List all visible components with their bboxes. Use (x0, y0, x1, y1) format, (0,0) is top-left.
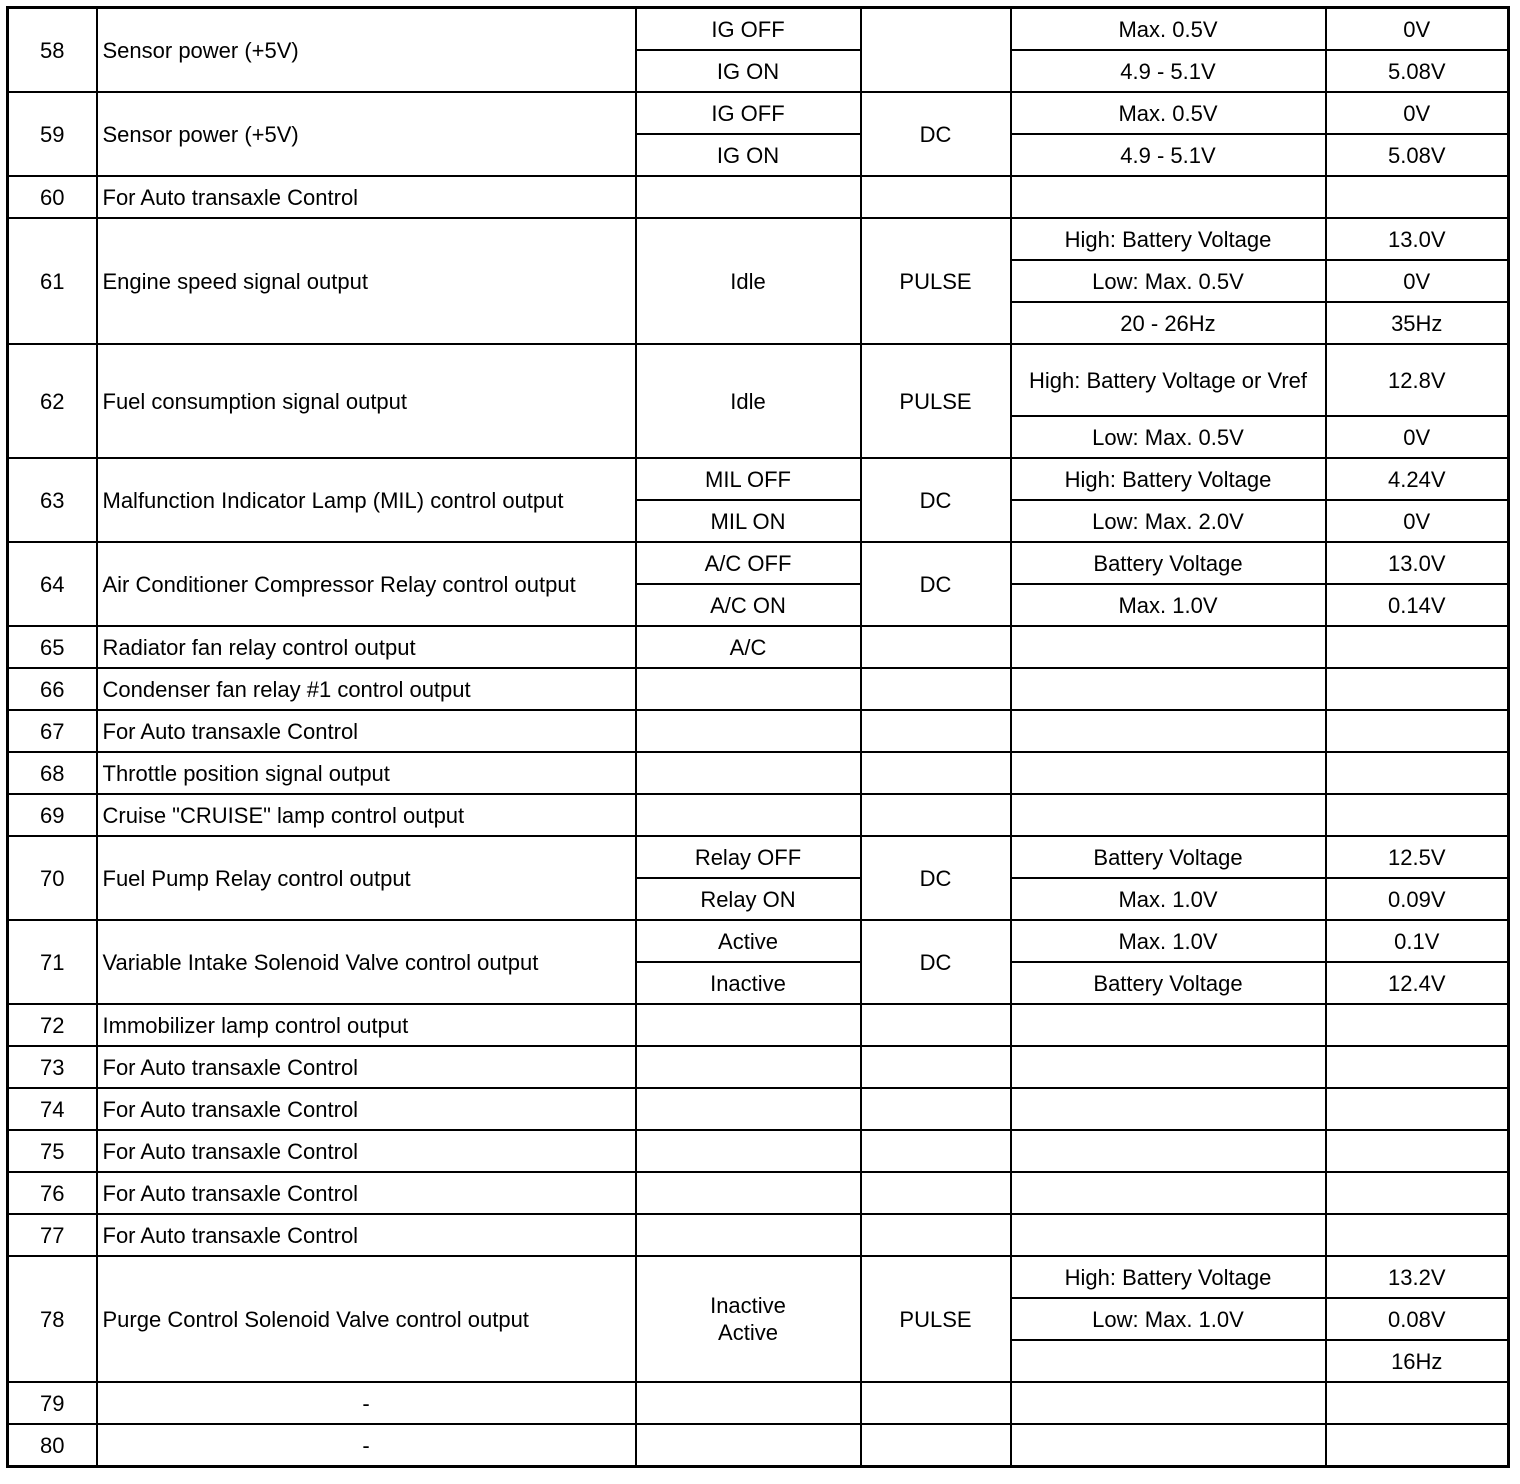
measured-cell (1326, 1214, 1509, 1256)
pin-description: For Auto transaxle Control (97, 1046, 636, 1088)
measured-cell: 5.08V (1326, 134, 1509, 176)
type-cell (861, 1214, 1011, 1256)
spec-cell: Battery Voltage (1011, 836, 1326, 878)
pin-table-sheet (6, 6, 1507, 1478)
condition-cell: IG OFF (636, 92, 861, 134)
spec-cell: Battery Voltage (1011, 962, 1326, 1004)
spec-cell: High: Battery Voltage (1011, 1256, 1326, 1298)
type-cell (861, 176, 1011, 218)
measured-cell (1326, 1088, 1509, 1130)
pin-description: Condenser fan relay #1 control output (97, 668, 636, 710)
condition-cell (636, 752, 861, 794)
condition-cell (636, 1214, 861, 1256)
pin-number: 67 (8, 710, 97, 752)
spec-cell: Max. 0.5V (1011, 92, 1326, 134)
pin-number: 72 (8, 1004, 97, 1046)
pin-number: 74 (8, 1088, 97, 1130)
pin-number: 69 (8, 794, 97, 836)
measured-cell (1326, 794, 1509, 836)
condition-cell (636, 1046, 861, 1088)
condition-cell (636, 176, 861, 218)
pin-number: 71 (8, 920, 97, 1004)
measured-cell: 13.2V (1326, 1256, 1509, 1298)
measured-cell: 0.08V (1326, 1298, 1509, 1340)
condition-cell: Active (636, 920, 861, 962)
measured-cell (1326, 752, 1509, 794)
type-cell (861, 1424, 1011, 1467)
measured-cell: 0.14V (1326, 584, 1509, 626)
pin-number: 78 (8, 1256, 97, 1382)
type-cell: DC (861, 836, 1011, 920)
type-cell (861, 668, 1011, 710)
ecm-pin-table (6, 6, 1510, 1468)
measured-cell (1326, 1130, 1509, 1172)
measured-cell (1326, 176, 1509, 218)
spec-cell (1011, 1046, 1326, 1088)
condition-cell: IG OFF (636, 8, 861, 51)
pin-description: Malfunction Indicator Lamp (MIL) control output (97, 458, 636, 542)
measured-cell: 0.1V (1326, 920, 1509, 962)
pin-number: 77 (8, 1214, 97, 1256)
spec-cell: Low: Max. 0.5V (1011, 416, 1326, 458)
type-cell (861, 1088, 1011, 1130)
spec-cell: 20 - 26Hz (1011, 302, 1326, 344)
spec-cell: High: Battery Voltage (1011, 218, 1326, 260)
condition-cell: IG ON (636, 50, 861, 92)
condition-cell: Idle (636, 218, 861, 344)
pin-description: Radiator fan relay control output (97, 626, 636, 668)
spec-cell (1011, 1172, 1326, 1214)
type-cell (861, 1004, 1011, 1046)
type-cell (861, 1046, 1011, 1088)
condition-cell: A/C (636, 626, 861, 668)
measured-cell: 5.08V (1326, 50, 1509, 92)
pin-description: Fuel Pump Relay control output (97, 836, 636, 920)
spec-cell (1011, 1214, 1326, 1256)
pin-description: For Auto transaxle Control (97, 1214, 636, 1256)
pin-number: 66 (8, 668, 97, 710)
condition-cell: MIL ON (636, 500, 861, 542)
measured-cell (1326, 1172, 1509, 1214)
type-cell (861, 794, 1011, 836)
pin-description: Purge Control Solenoid Valve control output (97, 1256, 636, 1382)
pin-number: 61 (8, 218, 97, 344)
condition-cell: Inactive (636, 962, 861, 1004)
pin-description: Throttle position signal output (97, 752, 636, 794)
condition-cell (636, 1004, 861, 1046)
pin-number: 62 (8, 344, 97, 458)
measured-cell (1326, 710, 1509, 752)
pin-description: Cruise "CRUISE" lamp control output (97, 794, 636, 836)
spec-cell (1011, 1424, 1326, 1467)
type-cell: DC (861, 542, 1011, 626)
type-cell (861, 626, 1011, 668)
spec-cell: 4.9 - 5.1V (1011, 134, 1326, 176)
measured-cell: 12.4V (1326, 962, 1509, 1004)
spec-cell: Max. 1.0V (1011, 584, 1326, 626)
pin-number: 59 (8, 92, 97, 176)
measured-cell: 4.24V (1326, 458, 1509, 500)
pin-description: Variable Intake Solenoid Valve control output (97, 920, 636, 1004)
measured-cell (1326, 1046, 1509, 1088)
type-cell: PULSE (861, 344, 1011, 458)
type-cell (861, 710, 1011, 752)
pin-number: 65 (8, 626, 97, 668)
measured-cell (1326, 1424, 1509, 1467)
condition-cell: IG ON (636, 134, 861, 176)
spec-cell (1011, 1088, 1326, 1130)
spec-cell (1011, 626, 1326, 668)
measured-cell (1326, 668, 1509, 710)
spec-cell (1011, 1382, 1326, 1424)
measured-cell: 0.09V (1326, 878, 1509, 920)
condition-cell: Relay ON (636, 878, 861, 920)
spec-cell: High: Battery Voltage or Vref (1011, 344, 1326, 416)
condition-cell (636, 1424, 861, 1467)
pin-number: 76 (8, 1172, 97, 1214)
spec-cell: Low: Max. 1.0V (1011, 1298, 1326, 1340)
type-cell: DC (861, 92, 1011, 176)
measured-cell (1326, 1004, 1509, 1046)
spec-cell (1011, 1004, 1326, 1046)
condition-cell: A/C OFF (636, 542, 861, 584)
spec-cell (1011, 668, 1326, 710)
pin-description: For Auto transaxle Control (97, 1172, 636, 1214)
pin-description: Air Conditioner Compressor Relay control output (97, 542, 636, 626)
spec-cell (1011, 176, 1326, 218)
condition-cell (636, 668, 861, 710)
spec-cell: 4.9 - 5.1V (1011, 50, 1326, 92)
spec-cell (1011, 752, 1326, 794)
spec-cell: Max. 1.0V (1011, 878, 1326, 920)
pin-number: 75 (8, 1130, 97, 1172)
condition-cell: Relay OFF (636, 836, 861, 878)
measured-cell: 13.0V (1326, 218, 1509, 260)
pin-number: 80 (8, 1424, 97, 1467)
pin-number: 70 (8, 836, 97, 920)
pin-number: 60 (8, 176, 97, 218)
pin-number: 79 (8, 1382, 97, 1424)
measured-cell: 13.0V (1326, 542, 1509, 584)
pin-description: Sensor power (+5V) (97, 8, 636, 93)
spec-cell: Max. 1.0V (1011, 920, 1326, 962)
type-cell: DC (861, 458, 1011, 542)
condition-cell (636, 1382, 861, 1424)
type-cell: PULSE (861, 1256, 1011, 1382)
pin-description: For Auto transaxle Control (97, 1088, 636, 1130)
measured-cell: 0V (1326, 8, 1509, 51)
type-cell (861, 1172, 1011, 1214)
pin-number: 58 (8, 8, 97, 93)
spec-cell: Low: Max. 2.0V (1011, 500, 1326, 542)
type-cell (861, 8, 1011, 93)
condition-cell (636, 1172, 861, 1214)
pin-number: 68 (8, 752, 97, 794)
condition-cell (636, 710, 861, 752)
condition-cell (636, 1130, 861, 1172)
condition-cell: MIL OFF (636, 458, 861, 500)
type-cell (861, 1130, 1011, 1172)
type-cell (861, 752, 1011, 794)
measured-cell: 0V (1326, 260, 1509, 302)
condition-cell: A/C ON (636, 584, 861, 626)
pin-number: 63 (8, 458, 97, 542)
measured-cell: 0V (1326, 500, 1509, 542)
pin-description: Fuel consumption signal output (97, 344, 636, 458)
pin-description: For Auto transaxle Control (97, 710, 636, 752)
measured-cell (1326, 626, 1509, 668)
pin-description: Immobilizer lamp control output (97, 1004, 636, 1046)
condition-cell: Idle (636, 344, 861, 458)
spec-cell (1011, 710, 1326, 752)
pin-description: - (97, 1424, 636, 1467)
pin-description: For Auto transaxle Control (97, 176, 636, 218)
pin-description: - (97, 1382, 636, 1424)
spec-cell: Low: Max. 0.5V (1011, 260, 1326, 302)
pin-description: Sensor power (+5V) (97, 92, 636, 176)
spec-cell: High: Battery Voltage (1011, 458, 1326, 500)
spec-cell (1011, 1340, 1326, 1382)
type-cell: DC (861, 920, 1011, 1004)
measured-cell (1326, 1382, 1509, 1424)
spec-cell (1011, 1130, 1326, 1172)
pin-number: 64 (8, 542, 97, 626)
measured-cell: 12.8V (1326, 344, 1509, 416)
pin-description: Engine speed signal output (97, 218, 636, 344)
type-cell (861, 1382, 1011, 1424)
measured-cell: 0V (1326, 416, 1509, 458)
pin-number: 73 (8, 1046, 97, 1088)
spec-cell: Max. 0.5V (1011, 8, 1326, 51)
measured-cell: 0V (1326, 92, 1509, 134)
measured-cell: 12.5V (1326, 836, 1509, 878)
measured-cell: 16Hz (1326, 1340, 1509, 1382)
spec-cell: Battery Voltage (1011, 542, 1326, 584)
pin-description: For Auto transaxle Control (97, 1130, 636, 1172)
condition-cell (636, 794, 861, 836)
measured-cell: 35Hz (1326, 302, 1509, 344)
condition-cell (636, 1088, 861, 1130)
spec-cell (1011, 794, 1326, 836)
type-cell: PULSE (861, 218, 1011, 344)
condition-cell: Inactive Active (636, 1256, 861, 1382)
